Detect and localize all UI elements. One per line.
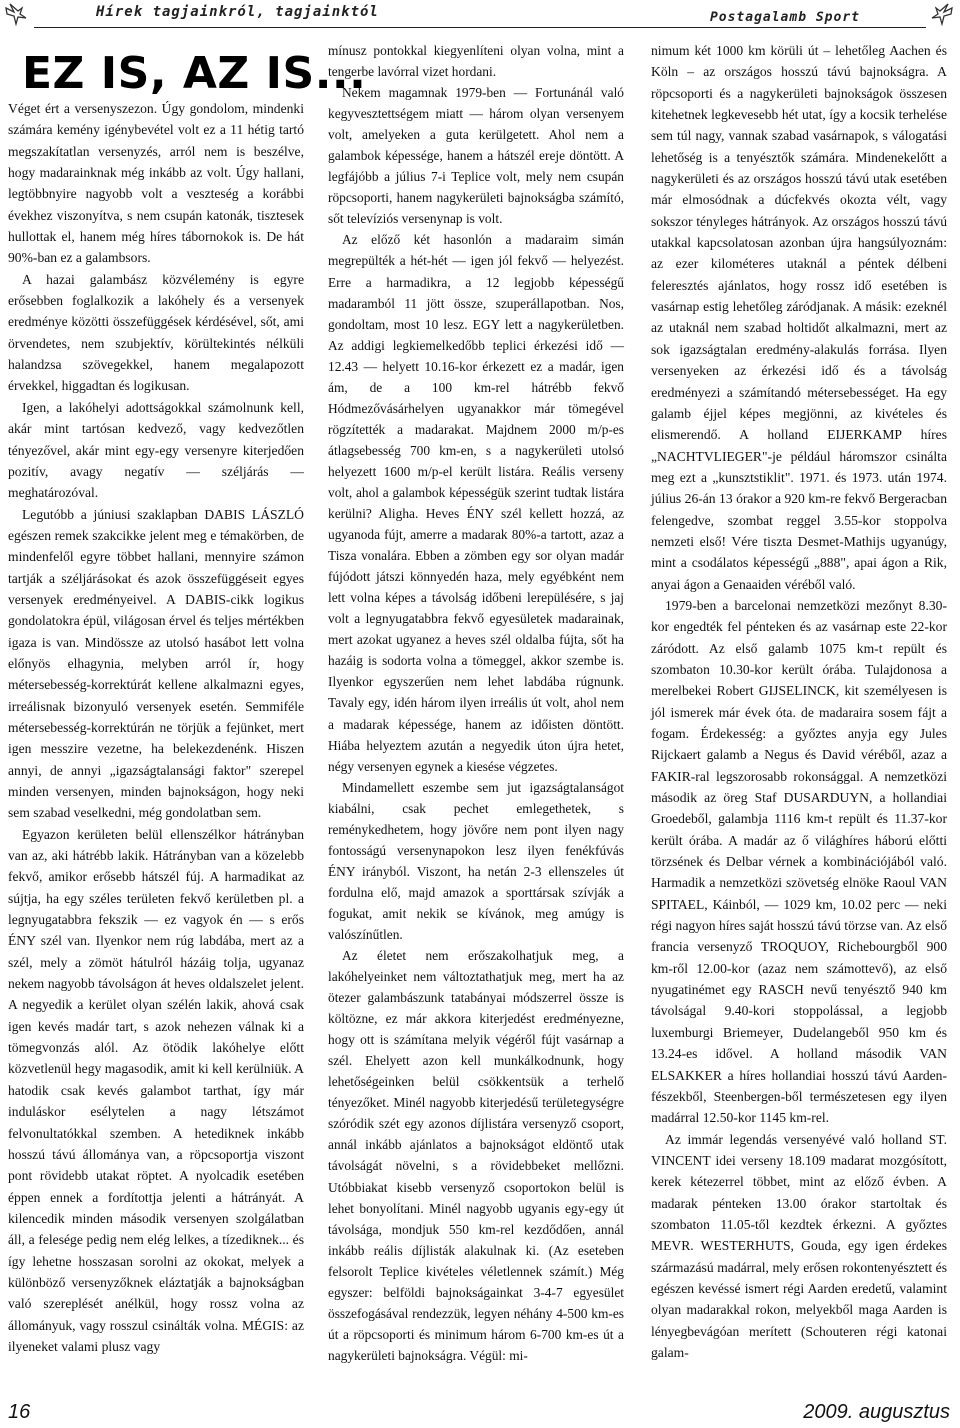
article-title: EZ IS, AZ IS... xyxy=(22,48,367,99)
paragraph: Az előző két hasonlón a madaraim simán megrepülték a hét-hét — igen jól fekvő — helyezést. Erre a harmadikra, a 12 legjobb képességű madaramból 11 jött össze, szuperállapotban. Nos, gondoltam, most 10 lesz. EGY lett a nagykerületben. Az addigi legkiemelkedőbb teplici érkezési idő — 12.43 — helyett 10.16-kor érkezett ez a madár, igen ám, de a 100 km-rel hátrébb fekvő Hódmezővásárhelyen ugyanakkor már tömegével rögzítették a madarakat. Majdnem 2000 m/p-es átlagsebesség 700 km-en, s a nagykerületi utolsó helyezett 1600 m/p-el került listára. Reális verseny volt, ahol a galambok képességük szerint tudtak listára kerülni? Aligha. Heves ÉNY szél kellett hozzá, az ugyanoda fújt, amerre a madarak 80%-a tartott, azaz a Tisza vonalára. Ebben a zömben egy sor olyan madár fújódott játszi könnyedén haza, mely egyébként nem lett volna képes a távolság időbeni lerepülésére, s jaj volt a legnyugatabbra fekvő egyesületek madarainak, mert azokat ugyanez a heves szél oldalba fújta, sőt ha hazáig is sodorta volna a tömeggel, akkor szembe is. Ilyenkor egyszerűen nem lehet labdába rúgnunk. Tavaly egy, idén három ilyen irreális út volt, ahol nem a madarak képessége, hanem az időisten döntött. Hiába helyeztem azután a negyedik úton újra hetet, négy versenyen egynek a kiesése végzetes. xyxy=(328,232,624,774)
page-number: 16 xyxy=(8,1401,31,1423)
paragraph: Véget ért a versenyszezon. Úgy gondolom, mindenki számára kemény igénybevétel volt ez a 11 hétig tartó megszakítatlan versenyzés, arról nem is beszélve, hogy madarainknak még inkább az volt. Úgy hallani, legtöbbnyire nagyobb volt a veszteség a korábbi évekhez viszonyítva, s nem csupán katonák, tisztesek hullottak el, hanem még híres tábornokok is. De hát 90%-ban ez a galambsors. xyxy=(8,101,304,266)
paragraph: Mindamellett eszembe sem jut igazságtalanságot kiabálni, csak pechet emlegethetek, s reménykedhetem, hogy jövőre nem pont ilyen nagy fontosságú versenynapokon lesz ilyen fenékfúvás ÉNY irányból. Viszont, ha netán 2-3 ellenszeles út fordulna elő, majd amazok a sporttársak szívják a fogukat, amit nekik se kívánok, meg amúgy is valószínűtlen. xyxy=(328,779,624,942)
pigeon-icon xyxy=(4,2,30,26)
paragraph: mínusz pontokkal kiegyenlíteni olyan volna, mint a tengerbe lavórral vizet hordani. xyxy=(328,43,624,80)
paragraph: 1979-ben a barcelonai nemzetközi mezőnyt 8.30-kor engedték fel pénteken és az vasárnap este 22-kor záródott. Az első galamb 1075 km-t repült és szombaton 10.30-kor került órába. Tulajdonosa a merelbekei Robert GIJSELINCK, kit személyesen is jól ismerek már évek óta. de madaraira sosem fájt a fogam. Érdekesség: a győztes anyja egy Jules Rijckaert galamb a Negus és David véréből, azaz a FAKIR-ral legszorosabb rokonsággal. A nemzetközi második az öreg Staf DUSARDUYN, a hollandiai Groedeből, galambja 1116 km-t repült és 11.37-kor került órába. A madár az ő világhíres háború előtti törzsének és Delbar vérnek a kombinációjából való. Harmadik a nemzetközi szövetség elnöke Raoul VAN SPITAEL, Káinból, — 1029 km, 10.02 perc — neki régi nagyon híres saját hosszú távú törzse van. Az első francia versenyző TROQUOY, Richebourgből 900 km-ről 12.00-kor (azaz nem számottevő), az első nyugatinémet egy RASCH nevű tenyésztő 940 km távolságal 9.40-kori stoppolással, a legjobb luxemburgi Briemeyer, Dudelangeből 950 km és 13.24-es idővel. A holland második VAN ELSAKKER a híres hollandiai hosszú távú Aarden-fészekből, Steenbergen-ből természetesen egy ilyen madárral 12.50-kor 1145 km-rel. xyxy=(651,597,947,1126)
paragraph: nimum két 1000 km körüli út – lehetőleg Aachen és Köln – az országos hosszú távú bajnokságra. A röpcsoporti és a nagykerületi bajnokságok összesen kitehetnek legkevesebb hét utat, így a kocsik terhelése sem túl nagy, vannak szabad vasárnapok, s válogatási lehetőség is a tenyésztők számára. Mindenekelőtt a nagykerületi és az országos hosszú távú utak esetében már elmosódnak a dúcfekvés okozta vélt, vagy sokszor tényleges hátrányok. Az országos hosszú távú utakkal kapcsolatosan azonban újra hangsúlyoznám: az ezer kilométeres utaknál a péntek délbeni feleresztés ajánlatos, hogy rossz idő esetében is vasárnap estig lehetőleg záródjanak. A másik: ezeknél az utaknál nem szabad holtidőt alkalmazni, mert az sok igazságtalan eredmény-alakulás forrása. Ilyen versenyeken az érkezési idő és a távolság eredményezi a számítandó métersebességet. Ha egy galamb éjjel képes megjönni, az kivételes és elismerendő. A holland EIJERKAMP híres „NACHTVLIEGER"-je például háromszor csinálta meg ezt a „kunsztstiklit". 1971. és 1973. után 1974. július 26-án 13 órakor a 920 km-re fekvő Bergeracban felengedve, szombat reggel 3.55-kor stoppolva nemzeti első! Vére tiszta Desmet-Mathijs ugyanúgy, mint a csodálatos képességű „888", apai ágon a Rik, anyai ágon a Genaaiden véréből való. xyxy=(651,43,947,592)
paragraph: Nekem magamnak 1979-ben — Fortunánál való kegyvesztettségem miatt — három olyan versenyem volt, amelyeken a guta kerülgetett. Ahol nem a galambok képessége, hanem a hátszél ereje döntött. A legfájóbb a július 7-i Teplice volt, mely nem csupán röpcsoporti, hanem nagykerületi bajnokságba számító, sőt televíziós versenynap is volt. xyxy=(328,85,624,227)
paragraph: Egyazon kerületen belül ellenszélkor hátrányban van az, aki hátrébb lakik. Hátrányban van a közelebb fekvő, amikor erősebb hátszél fúj. A harmadikat az sújtja, ha egy széles területen fekvő kerületben pl. a legnyugatabbra fekszik — ez vagyok én — s erős ÉNY szél van. Ilyenkor nem rúg labdába, mert az a szél, mely a zömöt hátulról házáig tolja, ugyanaz nekem nagyobb távolságon át heves oldalszelet jelent. A negyedik a kerület olyan szélén lakik, ahová csak igen kevés madár tart, s azok nehezen válnak ki a tömegvonzás alól. Az ötödik lakóhelye előtt közvetlenül hegy magasodik, amit ki kell kerülniük. A hatodik csak kevés galambot tarthat, így már induláskor esélytelen a nagy létszámot felvonultatókkal szemben. A hetediknek inkább hosszú távú állománya van, a röpcsoportja viszont pont rövidebb utakat röptet. A nyolcadik esetében éppen ennek a fordítottja jelenti a hátrányát. A kilencedik minden második versenyen szolgálatban áll, a felesége pedig nem elég lelkes, a tízediknek... és így lehetne hosszasan sorolni az okokat, melyek a különböző versenyzőknek eláztatják a bajnokságban való szereplését anélkül, hogy rossz volna az állományuk, vagy rosszul csinálták volna. MÉGIS: az ilyeneket valami plusz vagy xyxy=(8,826,304,1354)
paragraph: Az életet nem erőszakolhatjuk meg, a lakóhelyeinket nem változtathatjuk meg, mert ha az ötezer galambászunk tatabányai módszerrel össze is költözne, ez már akkora kiterjedést eredményezne, hogy ott is számítana melyik végéről fújt vasárnap a szél. Ehelyett azon kell munkálkodnunk, hogy lehetőségeinken belül csökkentsük a terhelő tényezőket. Minél nagyobb kiterjedésű területegységre szóródik szét egy azonos díjlistára versenyző csoport, annál inkább ajánlatos a bajnokságot eldöntő utak távolságát növelni, s a rövidebbeket mellőzni. Utóbbiakat kisebb versenyző csoportokon belül is lehet bonyolítani. Minél nagyobb ugyanis egy-egy út távolsága, mondjuk 550 km-rel kezdődően, annál inkább reális díjlisták alakulnak ki. (Az eseteben felsorolt Teplice kivételes véletlennek számít.) Még egyszer: belföldi bajnokságainkat 3-4-7 egyesület összefogásával rendezzük, legyen néhány 4-500 km-es út a röpcsoporti és minimum három 6-700 km-es út a nagykerületi bajnokságra. Végül: mi- xyxy=(328,948,624,1363)
issue-date: 2009. augusztus xyxy=(803,1401,950,1423)
magazine-name: Postagalamb Sport xyxy=(709,10,860,25)
article-column-3 xyxy=(651,40,947,1363)
article-column-1 xyxy=(8,98,304,1357)
article-column-2 xyxy=(328,40,624,1366)
section-header: Hírek tagjainkról, tagjainktól xyxy=(96,4,379,20)
paragraph: A hazai galambász közvélemény is egyre erősebben foglalkozik a lakóhely és a versenyek eredménye közötti összefüggések kérdésével, sőt, ami örvendetes, nem szubjektív, körültekintés nélküli halandzsa szövegekkel, hanem megalapozott érvekkel, higgadtan és logikusan. xyxy=(8,271,304,394)
header-rule xyxy=(34,27,926,28)
paragraph: Legutóbb a júniusi szaklapban DABIS LÁSZLÓ egészen remek szakcikke jelent meg e témakörben, de mindenfelől egyre többet hallani, mennyire számon tartják a széljárásokat és azok összefüggéseit egyes versenyek eredményeivel. A DABIS-cikk logikus gondolatokra épül, világosan érvel és teljes mértékben igaza is van. Mindössze az utolsó hasábot lett volna előnyös elhagynia, melyben arról ír, hogy métersebesség-korrektúrát kellene alkalmazni egyes, irreálisnak bizonyuló versenyek esetén. Semmiféle métersebesség-korrektúrán ne törjük a fejünket, mert igen messzire vezetne, ha belekezdenénk. Hiszen annyi, de annyi „igazságtalansági faktor" szerepel minden versenyen, minden bajnokságon, hogy neki sem szabad veselkedni, még gondolatban sem. xyxy=(8,506,304,821)
paragraph: Az immár legendás versenyévé való holland ST. VINCENT idei verseny 18.109 madarat mozgósított, kerek kétezerrel többet, mint az előző évben. A madarak pénteken 13.00 órakor startoltak és szombaton 11.05-től kezdtek érkezni. A győztes MEVR. WESTERHUTS, Gouda, egy igen érdekes származású madárral, mely erősen rokontenyésztett és egészen kevéssé ismert régi Aarden eredetű, valamint olyan madarakkal rokon, melyekből maga Aarden is lényegbevágóan merített (Schouteren régi katonai galam- xyxy=(651,1131,947,1360)
pigeon-icon xyxy=(928,2,954,26)
paragraph: Igen, a lakóhelyi adottságokkal számolnunk kell, akár mint tartósan kedvező, vagy kedvezőtlen tényezővel, akár mint egy-egy versenyre kiterjedően pozitív, avagy negatív — széljárás — meghatározóval. xyxy=(8,399,304,501)
